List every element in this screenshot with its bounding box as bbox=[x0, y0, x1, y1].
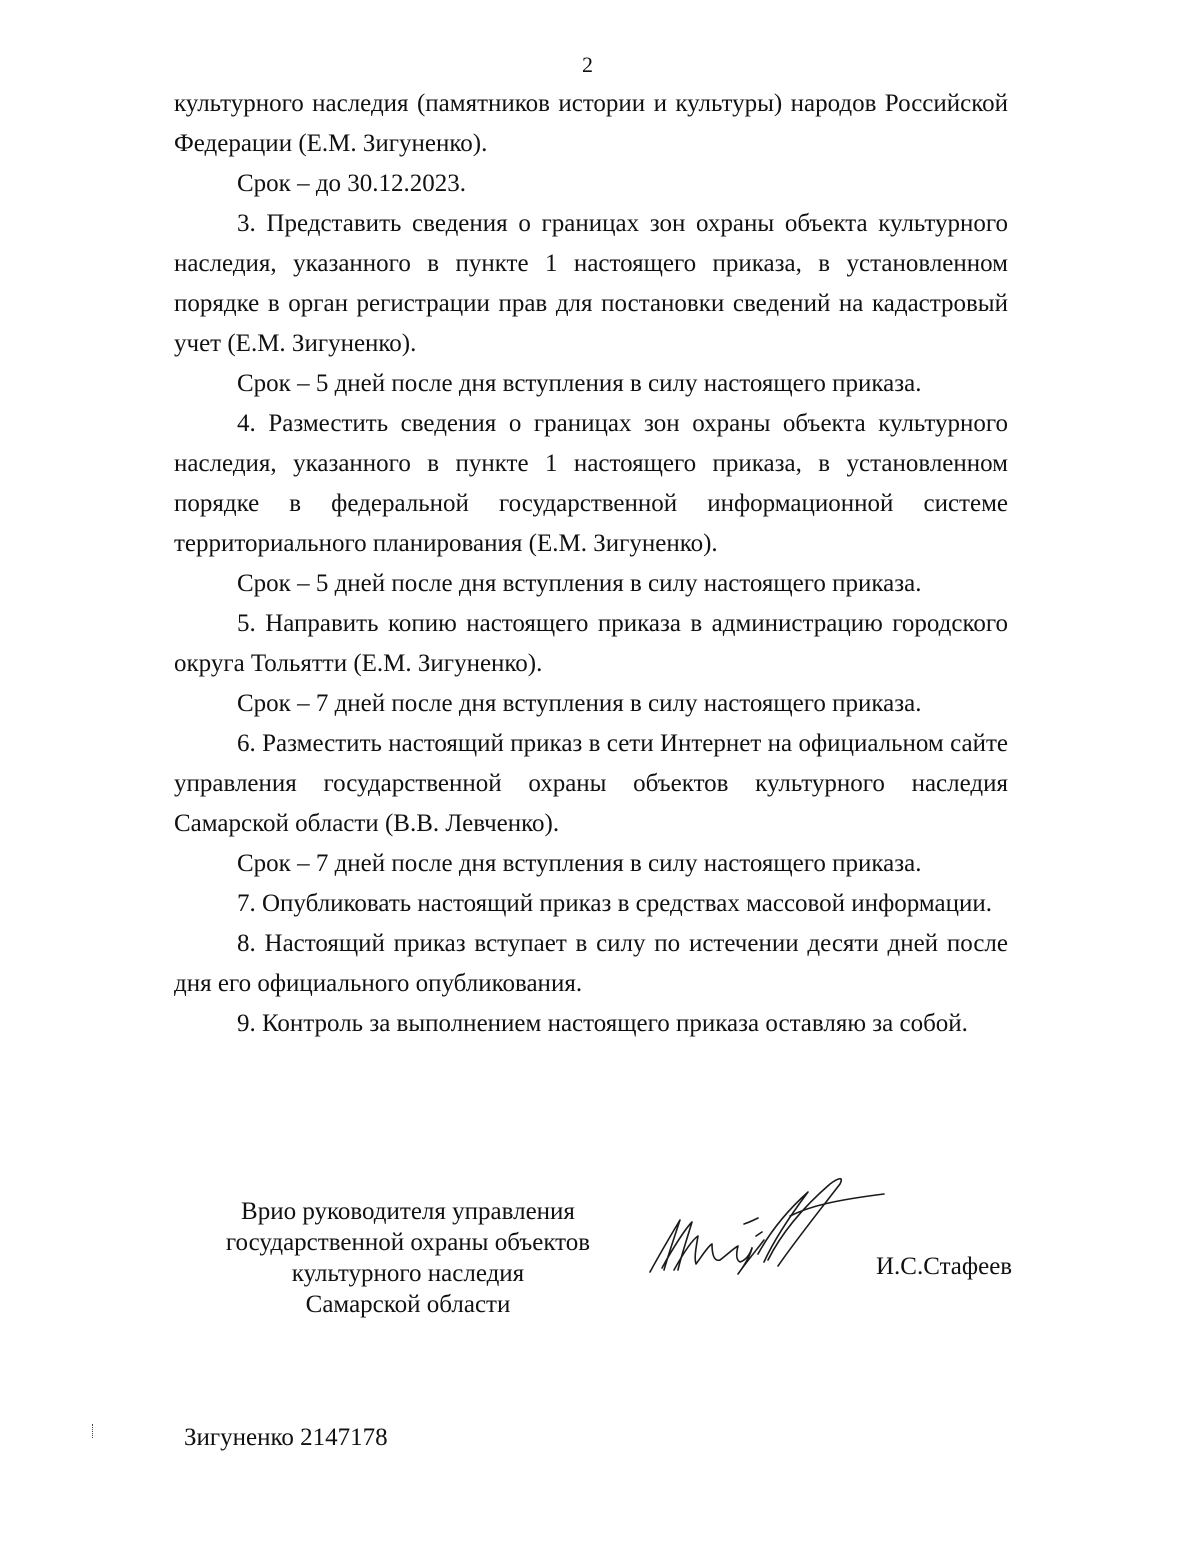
order-item-3: 3. Представить сведения о границах зон охраны объекта культурного наследия, указанного в пункте 1 настоящего приказа, в установленном порядке в орган регистрации прав для постановки сведений на кадастровый учет (Е.М. Зигуненко). bbox=[174, 210, 1008, 357]
order-item-7: 7. Опубликовать настоящий приказ в средствах массовой информации. bbox=[237, 890, 993, 917]
executor-contact: Зигуненко 2147178 bbox=[184, 1424, 388, 1451]
signer-position-line: культурного наследия bbox=[291, 1260, 525, 1287]
deadline-item-6: Срок – 7 дней после дня вступления в силу настоящего приказа. bbox=[237, 850, 922, 877]
signer-position bbox=[198, 1196, 618, 1320]
deadline-item-4: Срок – 5 дней после дня вступления в силу настоящего приказа. bbox=[237, 570, 922, 597]
order-item-5: 5. Направить копию настоящего приказа в администрацию городского округа Тольятти (Е.М. Зигуненко). bbox=[174, 610, 1008, 677]
order-item-4: 4. Разместить сведения о границах зон охраны объекта культурного наследия, указанного в пункте 1 настоящего приказа, в установленном порядке в федеральной государственной информационной системе территориального планирования (Е.М. Зигуненко). bbox=[174, 410, 1008, 557]
deadline-item-3: Срок – 5 дней после дня вступления в силу настоящего приказа. bbox=[237, 370, 922, 397]
signer-name: И.С.Стафеев bbox=[876, 1253, 1013, 1280]
margin-mark bbox=[92, 1424, 95, 1438]
deadline-item-5: Срок – 7 дней после дня вступления в силу настоящего приказа. bbox=[237, 690, 922, 717]
signer-position-line: Самарской области bbox=[305, 1291, 511, 1318]
handwritten-signature bbox=[640, 1170, 900, 1300]
signer-position-line: государственной охраны объектов bbox=[225, 1229, 591, 1256]
order-item-6: 6. Разместить настоящий приказ в сети Интернет на официальном сайте управления государственной охраны объектов культурного наследия Самарской области (В.В. Левченко). bbox=[174, 730, 1008, 837]
document-body bbox=[174, 84, 1008, 1044]
paragraph-continuation: культурного наследия (памятников истории и культуры) народов Российской Федерации (Е.М. Зигуненко). bbox=[174, 90, 1008, 157]
page-number: 2 bbox=[582, 52, 593, 77]
order-item-9: 9. Контроль за выполнением настоящего приказа оставляю за собой. bbox=[237, 1010, 968, 1037]
signer-position-line: Врио руководителя управления bbox=[241, 1198, 575, 1225]
deadline-item-2: Срок – до 30.12.2023. bbox=[237, 170, 467, 197]
order-item-8: 8. Настоящий приказ вступает в силу по истечении десяти дней после дня его официального опубликования. bbox=[174, 930, 1008, 997]
